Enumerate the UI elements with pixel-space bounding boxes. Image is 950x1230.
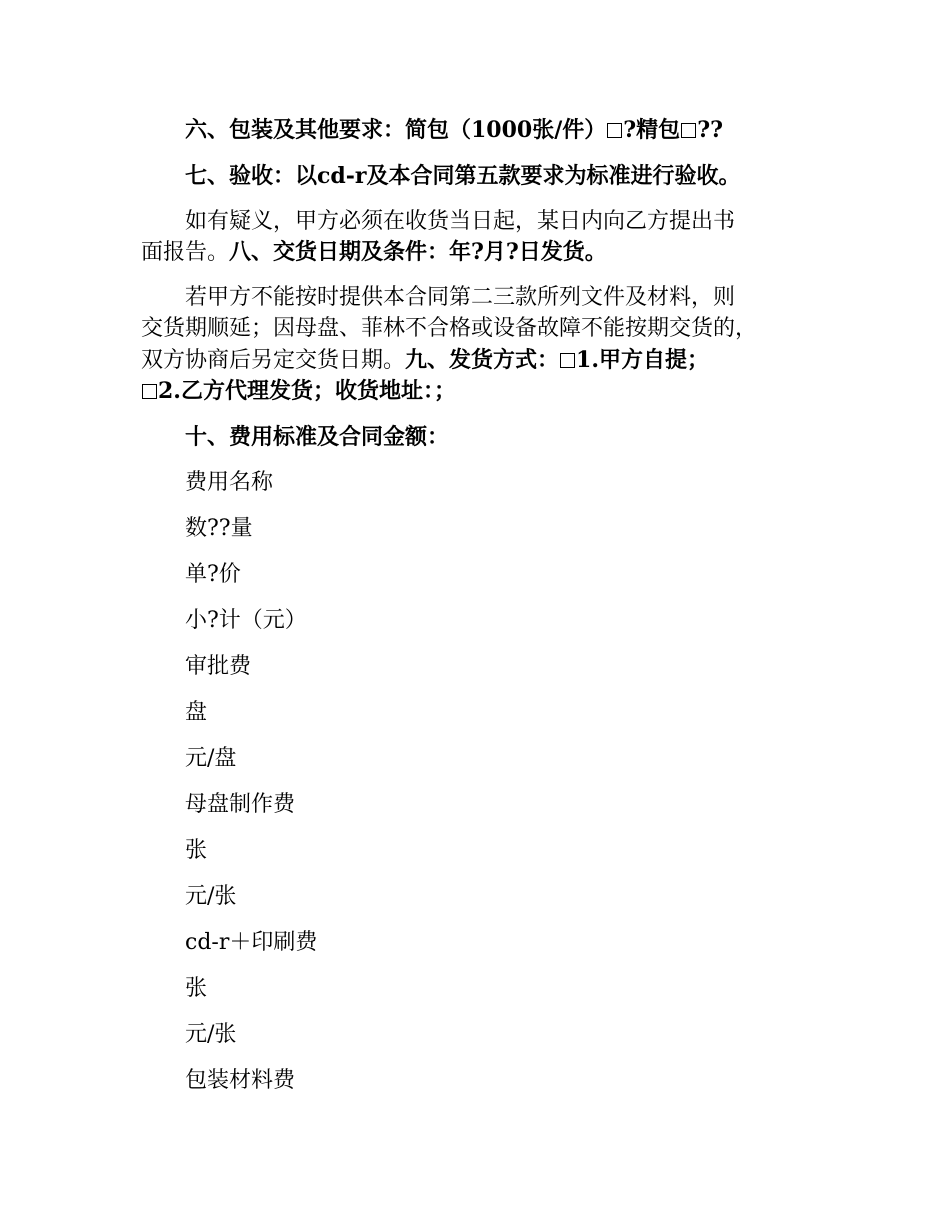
packaging-text: 六、包装及其他要求：简包（1000张/件）	[185, 117, 607, 143]
section-9-shipping-method: 九、发货方式：	[405, 347, 560, 373]
packaging-trailing-text: ??	[697, 117, 723, 143]
self-pickup-label: 1.甲方自提；	[576, 347, 709, 373]
checkbox-agent-shipping[interactable]	[142, 384, 157, 399]
packaging-fine-text: ?精包	[623, 117, 681, 143]
shipping-agent-line	[141, 378, 456, 404]
fee-item: 包装材料费	[185, 1068, 296, 1093]
paragraph-delay-line1: 若甲方不能按时提供本合同第二三款所列文件及材料，则	[185, 285, 736, 310]
fee-item: 数??量	[185, 516, 253, 541]
section-7-acceptance: 七、验收：以cd-r及本合同第五款要求为标准进行验收。	[185, 163, 741, 189]
delay-end-text: 双方协商后另定交货日期。	[141, 348, 406, 373]
fee-item: 母盘制作费	[185, 792, 296, 817]
section-10-fees: 十、费用标准及合同金额：	[185, 424, 450, 450]
paragraph-objection-line1: 如有疑义，甲方必须在收货当日起，某日内向乙方提出书	[185, 209, 736, 234]
fee-item: 盘	[185, 700, 208, 725]
paragraph-delay-line2: 交货期顺延；因母盘、菲林不合格或设备故障不能按期交货的，	[141, 316, 758, 341]
paragraph-delay-line3	[141, 347, 709, 374]
fee-item: 元/盘	[185, 746, 237, 771]
section-6-packaging	[185, 117, 723, 143]
checkbox-fine-pack[interactable]	[681, 123, 696, 138]
fee-item: 小?计（元）	[185, 608, 307, 633]
fee-item: cd-r＋印刷费	[185, 930, 318, 955]
fee-item: 张	[185, 838, 208, 863]
fee-item: 单?价	[185, 562, 241, 587]
section-8-delivery-date: 八、交货日期及条件：年?月?日发货。	[229, 239, 607, 265]
checkbox-simple-pack[interactable]	[607, 123, 622, 138]
paragraph-objection-line2	[141, 239, 607, 266]
fee-item: 审批费	[185, 654, 252, 679]
fee-item: 张	[185, 976, 208, 1001]
objection-end-text: 面报告。	[141, 240, 230, 265]
fee-item: 元/张	[185, 1022, 237, 1047]
fee-item: 费用名称	[185, 470, 274, 495]
checkbox-self-pickup[interactable]	[560, 353, 575, 368]
fee-item: 元/张	[185, 884, 237, 909]
agent-shipping-label: 2.乙方代理发货；收货地址：；	[158, 378, 456, 404]
